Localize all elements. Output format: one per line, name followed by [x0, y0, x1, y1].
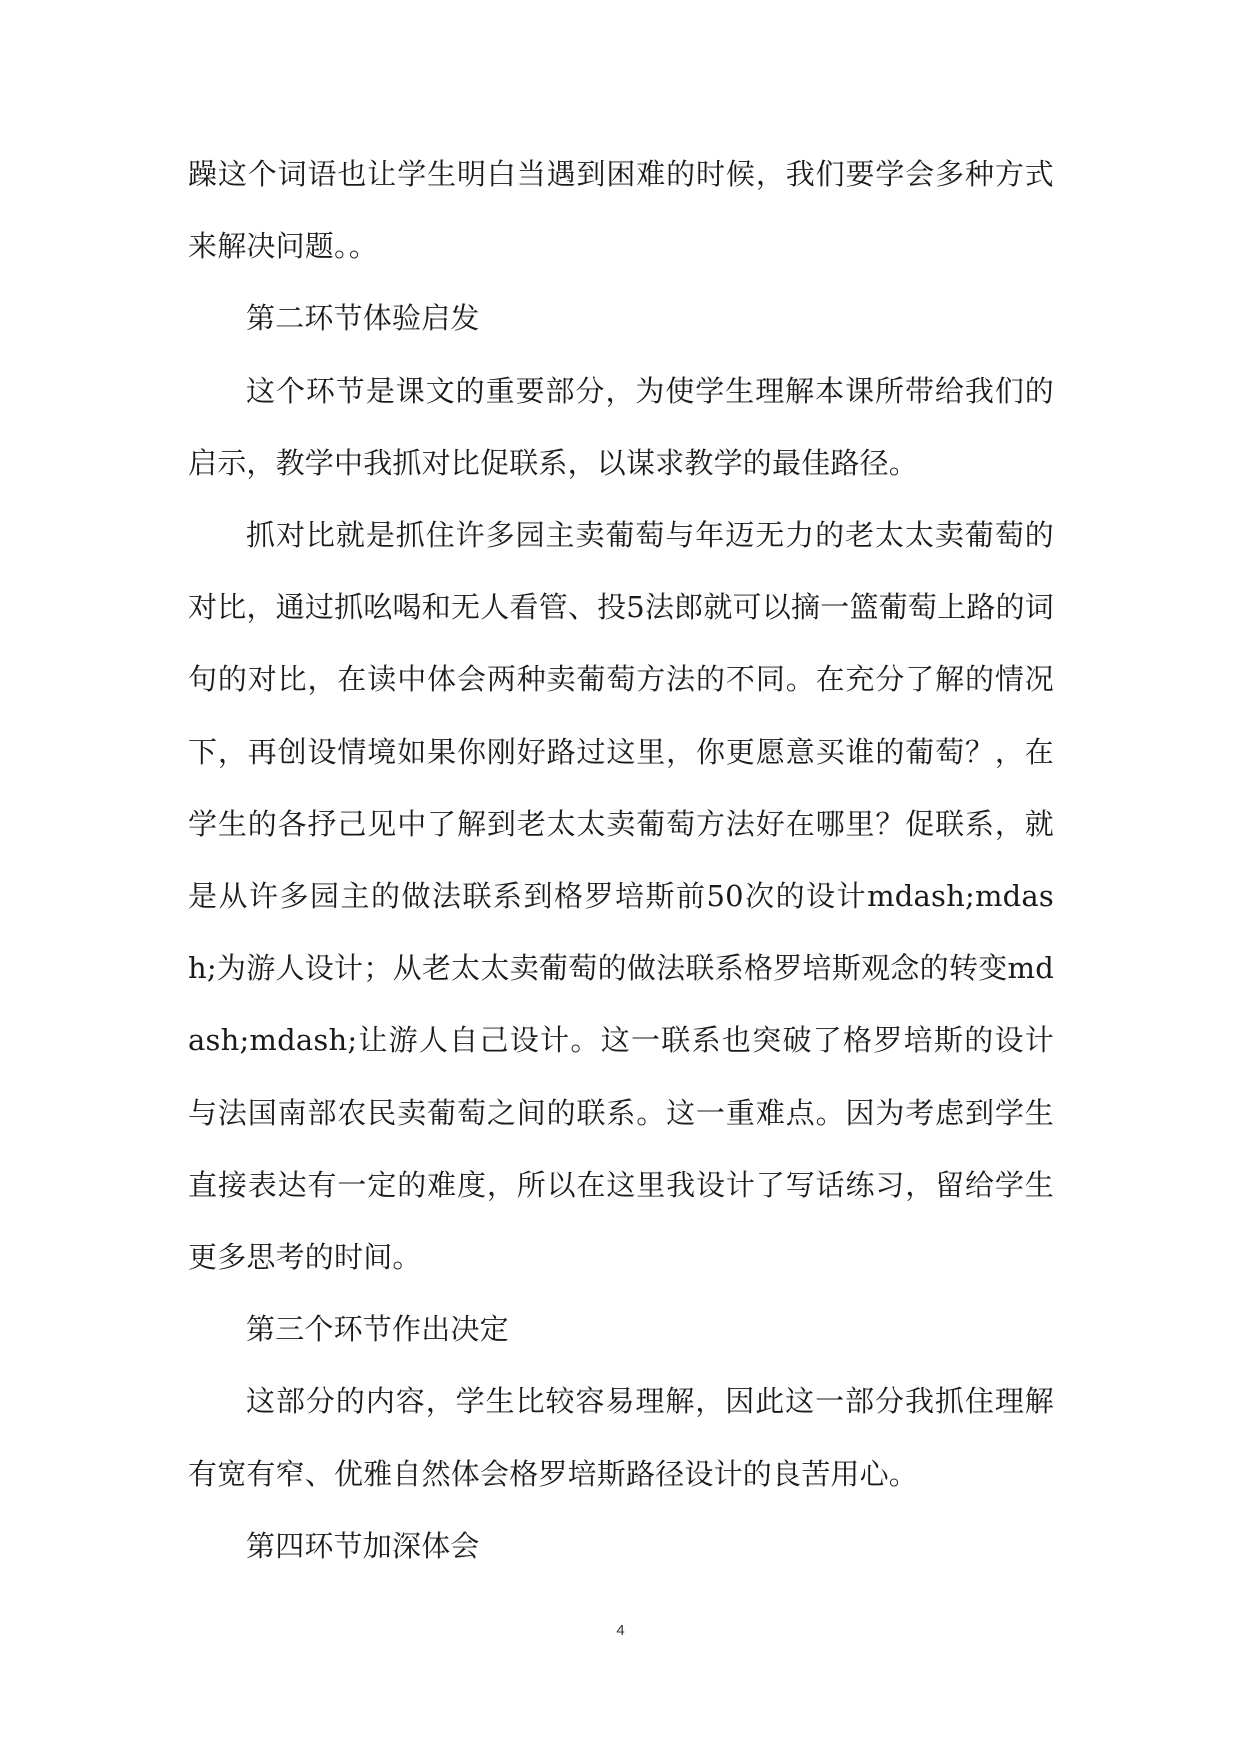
- section-heading-2: 第二环节体验启发: [246, 301, 480, 336]
- section-heading-3: 第三个环节作出决定: [246, 1312, 509, 1347]
- paragraph: 这部分的内容，学生比较容易理解，因此这一部分我抓住理解有宽有窄、优雅自然体会格罗培斯路径设计的良苦用心。: [188, 1384, 1054, 1491]
- paragraph: 这个环节是课文的重要部分，为使学生理解本课所带给我们的启示，教学中我抓对比促联系，以谋求教学的最佳路径。: [188, 373, 1054, 480]
- paragraph-continued: 躁这个词语也让学生明白当遇到困难的时候，我们要学会多种方式来解决问题。。: [188, 157, 1054, 264]
- paragraph: 抓对比就是抓住许多园主卖葡萄与年迈无力的老太太卖葡萄的对比，通过抓吆喝和无人看管、投5法郎就可以摘一篮葡萄上路的词句的对比，在读中体会两种卖葡萄方法的不同。在充分了解的情况下，再创设情境如果你刚好路过这里，你更愿意买谁的葡萄？，在学生的各抒己见中了解到老太太卖葡萄方法好在哪里？促联系，就是从许多园主的做法联系到格罗培斯前50次的设计mdash;mdash;为游人设计；从老太太卖葡萄的做法联系格罗培斯观念的转变mdash;mdash;让游人自己设计。这一联系也突破了格罗培斯的设计与法国南部农民卖葡萄之间的联系。这一重难点。因为考虑到学生直接表达有一定的难度，所以在这里我设计了写话练习，留给学生更多思考的时间。: [188, 518, 1054, 1275]
- section-heading-4: 第四环节加深体会: [246, 1528, 480, 1563]
- page-number: 4: [616, 1622, 625, 1639]
- page-body: [188, 138, 1054, 1582]
